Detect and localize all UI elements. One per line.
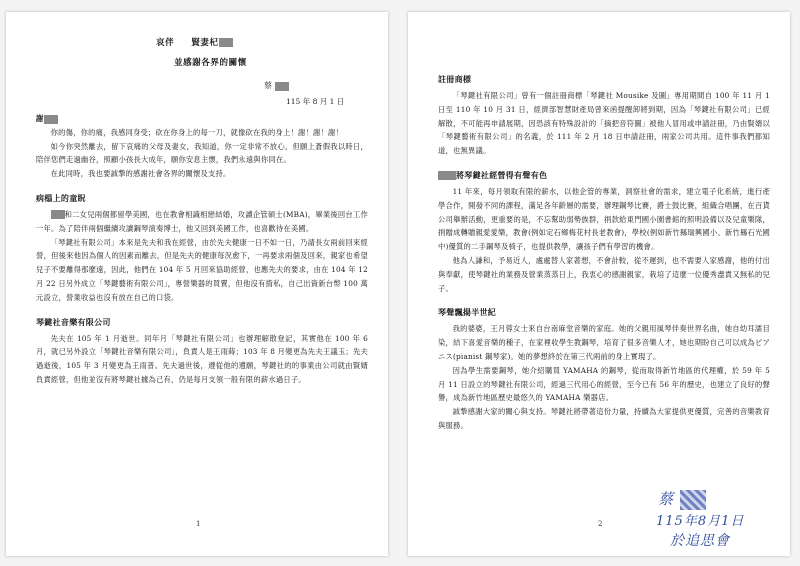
salutation: [36, 112, 368, 126]
redacted-sender: [275, 82, 289, 91]
body-paragraph: 我的婆婆，王月蓉女士來自台南麻堂音樂的家庭。她的父親用風琴伴奏世界名曲，她自幼耳濡目染，結下喜愛音樂的種子，在家裡收學生教鋼琴，培育了很多音樂人才，她也期盼自己可以成為ピアニス(pianist 鋼琴家)。她的夢想終於在第三代兩前的身上實現了。: [438, 324, 770, 361]
sender-line: [264, 80, 289, 91]
body-paragraph: [36, 208, 368, 236]
signature-name: [658, 488, 706, 510]
signature-name-text: 蔡: [658, 490, 675, 508]
signature-date: 115年8月1日: [656, 514, 745, 529]
section-heading: 琴鍵社音樂有限公司: [36, 317, 111, 327]
signature-place: 於追思會: [670, 533, 730, 549]
title-prefix: 哀伴: [156, 38, 175, 48]
body-paragraph: 「琴鍵社有限公司」本來是先夫和我在經營，由於先夫健康一日不如一日，乃請長女兩前回來經營，但後來他因為個人的因素而離去，但是先夫的健康每況愈下，一再要求兩個及回來，親家也希望兒子不要離得那麼遠，因此，他們在 104 年 5 月回來協助經營，也應先夫的要求，由在 104 年 12 月 22 日另外成立「琴鍵藝術有限公司」，專營樂器的買賣，但他沒有揹私，自己出資新台幣 100 萬元設立，營業收益也沒有放在自己的口袋。: [36, 237, 368, 302]
body-paragraph: 「琴鍵社有限公司」曾有一個註冊商標「琴鍵社 Mousike 及圖」專用期間自 100 年 11 月 1 日至 110 年 10 月 31 日，經濟部智慧財產局曾來函提醒卸將到期，因為「琴鍵社有限公司」已經解散，不可能再申請展期，因恐該有特殊設計的「摘把音符圖」被他人冒用或申請註冊，乃由賢婿以「琴鍵藝術有限公司」的名義，於 111 年 2 月 18 日申請註冊，兩家公司共用。這件事我們都知道，也無異議。: [438, 91, 770, 156]
letter-title: [156, 36, 233, 48]
body-paragraph: 先夫在 105 年 1 月逝世。同年月「琴鍵社有限公司」也辦理解散登記，其實他在 100 年 6 月，就已另外設立「琴鍵社音樂有限公司」，負責人是王雨蒔；103 年 8 月變更為先夫王議玉；先夫過逝後，105 年 3 月變更為王雨普。先夫過世後，遵從他的遺願，琴鍵社的的事業由公司就由賢婿負責經營，但他並沒有將琴鍵社據為己有，仍是每月支領一般有限的薪水過日子。: [36, 333, 368, 384]
heading-text: 將琴鍵社經營得有聲有色: [456, 170, 548, 180]
paragraph-text: 和二女兒兩個都留學美國，也在教會相識相戀結婚，攻讀企管碩士(MBA)，畢業後回台工作一年。為了陪伴兩個繼續攻讀鋼琴演奏博士，他又回到美國工作，也喜歡待在美國。: [36, 209, 368, 233]
section-heading: 琴聲飄揚半世紀: [438, 308, 497, 318]
redacted-signature: [680, 490, 706, 510]
sender-name: 蔡: [264, 81, 272, 90]
redacted-name: [219, 38, 233, 47]
section-heading: 註冊商標: [438, 75, 472, 84]
redacted-name: [51, 210, 65, 219]
letter-subtitle: 並感謝各界的關懷: [174, 58, 247, 68]
page-number: 1: [196, 520, 201, 528]
intro-paragraph: 你的傷，你的痛，我感同身受；砍在你身上的每一刀，就像砍在我的身上！謝！謝！謝！: [50, 127, 343, 137]
section-heading: 病榻上的童眖: [36, 193, 86, 203]
body-paragraph: 因為學生需要鋼琴，她介紹購買 YAMAHA 的鋼琴，從而取得新竹地區的代理權，於 59 年 5 月 11 日設立的琴鍵社有限公司，經過三代用心的經營，至今已有 56 年的歷史，也建立了良好的聲譽，成為新竹地區歷史最悠久的 YAMAHA 樂器店。: [438, 365, 770, 403]
left-body: [36, 112, 368, 387]
right-body: [438, 74, 770, 433]
body-paragraph: 他為人謙和，予易近人，處處替人家著想，不會計較，從不遲到，也不需要人家感謝，他的付出與奉獻，使琴鍵社的業務及營業蒸蒸日上，我衷心的感謝親家，栽培了這麼一位優秀盡責又無私的兒子。: [438, 255, 770, 293]
salutation-text: 謝: [36, 114, 44, 123]
page-one: [6, 12, 388, 556]
intro-paragraph: 如今你突然離去，留下哀痛的父母及妻女，我知道，你一定非常不放心，但願上蒼假我以時日，陪伴您們走過幽谷，照顧小孩長大成年，願你安息主懷，我們永遠與你同在。: [36, 141, 368, 165]
redacted-recipient: [44, 115, 58, 124]
section-heading: [438, 170, 770, 181]
letter-date: 115 年 8 月 1 日: [286, 97, 345, 106]
intro-paragraph: 在此同時，我也要誠摯的感謝社會各界的關懷及支持。: [50, 169, 231, 179]
page-two: [408, 12, 790, 556]
page-number: 2: [598, 520, 603, 528]
title-name: 賢妻杞: [191, 38, 219, 48]
body-paragraph: 11 年來，每月領取有限的薪水，以他企管的專業，洞察社會的需求，建立電子化系統，進行產學合作，開發不同的課程，滿足各年齡層的需要，辦理鋼琴比賽，爵士鼓比賽，組織合唱團，在百貨公司舉辦活動，更重要的是，不忘幫助弱勢族群，捐款給東門國小園書館的照明設備以及兒童樂隊，捐贈成轉贈親愛愛樂，教會(例如定石鄉梅花村長老教會)，學校(例如新竹縣瑞興國小、新竹縣石光國中)優質的二手鋼琴及椅子，也提供教學，讓孩子們有學習的機會。: [438, 186, 770, 252]
body-paragraph: 誠摯感謝大家的關心與支持。琴鍵社將帶著這份力量，持續為大家提供更優質，完善的音樂教育與服務。: [438, 407, 770, 430]
redacted-name: [438, 171, 456, 180]
